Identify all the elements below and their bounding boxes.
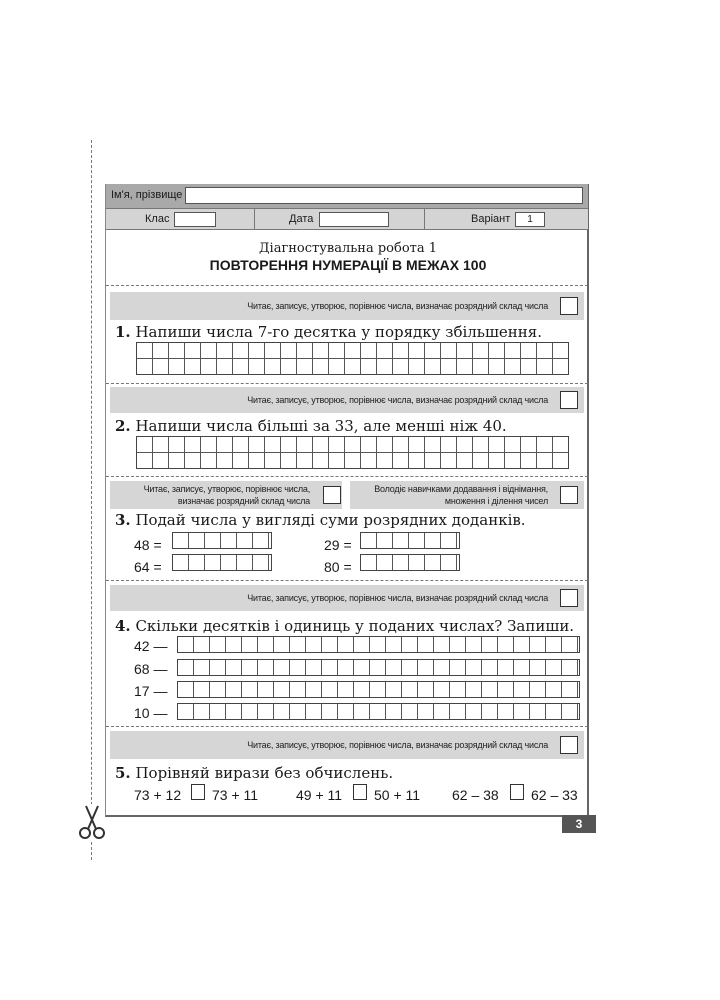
variant-label: Варіант	[471, 213, 511, 225]
skill-band	[110, 731, 584, 759]
task-4-question	[115, 617, 574, 635]
answer-cells[interactable]	[360, 532, 460, 549]
name-field[interactable]	[185, 187, 583, 204]
task-1-question	[115, 323, 542, 341]
task-number: 1.	[115, 323, 131, 341]
page-number: 3	[562, 815, 596, 833]
comparison-box[interactable]	[191, 784, 205, 800]
comparison-box[interactable]	[353, 784, 367, 800]
task-number: 5.	[115, 764, 131, 782]
answer-cells[interactable]	[177, 659, 580, 676]
answer-cells[interactable]	[172, 554, 272, 571]
expression-left: 49 + 11	[296, 787, 343, 803]
task-3-question	[115, 511, 526, 529]
divider	[254, 209, 255, 229]
skill-text: Читає, записує, утворює, порівнює числа, визначає розрядний склад числа	[247, 593, 548, 603]
skill-band	[110, 481, 342, 509]
answer-cells[interactable]	[177, 703, 580, 720]
task-text: Напиши числа більші за 33, але менші ніж 40.	[135, 417, 507, 435]
skill-band	[350, 481, 584, 509]
skill-band	[110, 387, 584, 413]
answer-cells[interactable]	[177, 636, 580, 653]
number-label: 17 —	[134, 683, 168, 699]
dashed-divider	[106, 285, 588, 286]
class-field[interactable]	[174, 212, 216, 227]
skill-text: визначає розрядний склад числа	[177, 496, 310, 506]
score-box[interactable]	[560, 391, 578, 409]
score-box[interactable]	[560, 736, 578, 754]
number-label: 10 —	[134, 705, 168, 721]
variant-value: 1	[515, 212, 545, 227]
score-box[interactable]	[560, 486, 578, 504]
skill-text: Читає, записує, утворює, порівнює числа, визначає розрядний склад числа	[247, 301, 548, 311]
skill-text: Читає, записує, утворює, порівнює числа, визначає розрядний склад числа	[247, 395, 548, 405]
number-label: 80 =	[324, 559, 352, 575]
worksheet-title: ПОВТОРЕННЯ НУМЕРАЦІЇ В МЕЖАХ 100	[209, 257, 487, 273]
answer-grid[interactable]	[136, 342, 569, 375]
task-text: Напиши числа 7-го десятка у порядку збільшення.	[135, 323, 543, 341]
answer-grid[interactable]	[136, 436, 569, 469]
expression-right: 73 + 11	[212, 787, 259, 803]
task-text: Скільки десятків і одиниць у поданих числах? Запиши.	[135, 617, 575, 635]
answer-cells[interactable]	[172, 532, 272, 549]
skill-text: Читає, записує, утворює, порівнює числа, визначає розрядний склад числа	[247, 740, 548, 750]
worksheet-subtitle: Діагностувальна робота 1	[258, 241, 437, 256]
expression-left: 62 – 38	[452, 787, 499, 803]
dashed-divider	[106, 580, 588, 581]
score-box[interactable]	[560, 589, 578, 607]
skill-band	[110, 292, 584, 320]
skill-text: Володіє навичками додавання і віднімання,	[374, 484, 548, 494]
name-row	[106, 184, 588, 208]
skill-text: Читає, записує, утворює, порівнює числа,	[143, 484, 310, 494]
worksheet	[105, 184, 589, 817]
task-number: 4.	[115, 617, 131, 635]
task-text: Порівняй вирази без обчислень.	[135, 764, 394, 782]
divider	[424, 209, 425, 229]
expression-right: 50 + 11	[374, 787, 421, 803]
comparison-box[interactable]	[510, 784, 524, 800]
dashed-divider	[106, 383, 588, 384]
skill-band	[110, 585, 584, 611]
date-label: Дата	[289, 213, 314, 225]
expression-left: 73 + 12	[134, 787, 182, 803]
number-label: 42 —	[134, 638, 168, 654]
task-2-question	[115, 417, 507, 435]
task-5-question	[115, 764, 393, 782]
number-label: 68 —	[134, 661, 168, 677]
cut-line	[91, 140, 92, 860]
expression-right: 62 – 33	[531, 787, 578, 803]
class-label: Клас	[145, 213, 170, 225]
info-row	[106, 208, 588, 230]
number-label: 64 =	[134, 559, 162, 575]
task-number: 3.	[115, 511, 131, 529]
score-box[interactable]	[323, 486, 341, 504]
dashed-divider	[106, 726, 588, 727]
score-box[interactable]	[560, 297, 578, 315]
scissors-icon	[78, 804, 106, 840]
number-label: 48 =	[134, 537, 162, 553]
number-label: 29 =	[324, 537, 352, 553]
answer-cells[interactable]	[177, 681, 580, 698]
date-field[interactable]	[319, 212, 389, 227]
answer-cells[interactable]	[360, 554, 460, 571]
name-label: Ім'я, прізвище	[111, 189, 183, 201]
task-number: 2.	[115, 417, 131, 435]
skill-text: множення і ділення чисел	[444, 496, 548, 506]
task-text: Подай числа у вигляді суми розрядних доданків.	[135, 511, 526, 529]
dashed-divider	[106, 476, 588, 477]
